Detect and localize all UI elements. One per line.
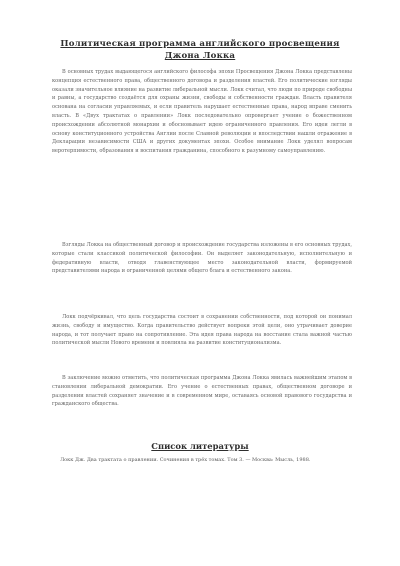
body-paragraph-1: В основных трудах выдающегося английского философа эпохи Просвещения Джона Локка представлены концепция естественного права, общественного договора и разделения властей. Его политические взгляды оказали значительное влияние на развитие либеральной мысли. Локк считал, что люди по природе свободны и равны, а государство создаётся для охраны жизни, свободы и собственности граждан. Власть правителя основана на согласии управляемых, и если правитель нарушает естественные права, народ вправе сменить власть. В «Двух трактатах о правлении» Локк последовательно опровергает учение о божественном происхождении абсолютной монархии и обосновывает идею ограниченного правления. Его идеи легли в основу конституционного устройства Англии после Славной революции и впоследствии нашли отражение в Декларации независимости США и других документах эпохи. Особое внимание Локк уделял вопросам веротерпимости, образования и воспитания гражданина, способного к разумному самоуправлению.	[52, 69, 352, 155]
body-paragraph-3: Локк подчёркивал, что цель государства состоит в сохранении собственности, под которой он понимал жизнь, свободу и имущество. Когда правительство действует вопреки этой цели, оно утрачивает доверие народа, и тот получает право на сопротивление. Эта идея права народа на восстание стала важной частью политической мысли Нового времени и повлияла на развитие конституционализма.	[52, 314, 352, 347]
reference-item: Локк Дж. Два трактата о правлении. Сочинения в трёх томах. Том 3. — Москва: Мысль, 1988.	[60, 457, 311, 463]
body-paragraph-2: Взгляды Локка на общественный договор и происхождение государства изложены в его основных трудах, которые стали классикой политической философии. Он выделяет законодательную, исполнительную и федеративную власти, отводя главенствующее место законодательной власти, формируемой представителями народа и ограниченной целями общего блага и естественного закона.	[52, 242, 352, 275]
references-heading: Список литературы	[151, 441, 249, 451]
document-title: Политическая программа английского просвещения Джона Локка	[60, 39, 340, 61]
body-paragraph-4: В заключение можно отметить, что политическая программа Джона Локка явилась важнейшим этапом в становлении либеральной демократии. Его учение о естественных правах, общественном договоре и разделении властей сохраняет значение и в современном мире, оставаясь основой правового государства и гражданского общества.	[52, 375, 352, 408]
